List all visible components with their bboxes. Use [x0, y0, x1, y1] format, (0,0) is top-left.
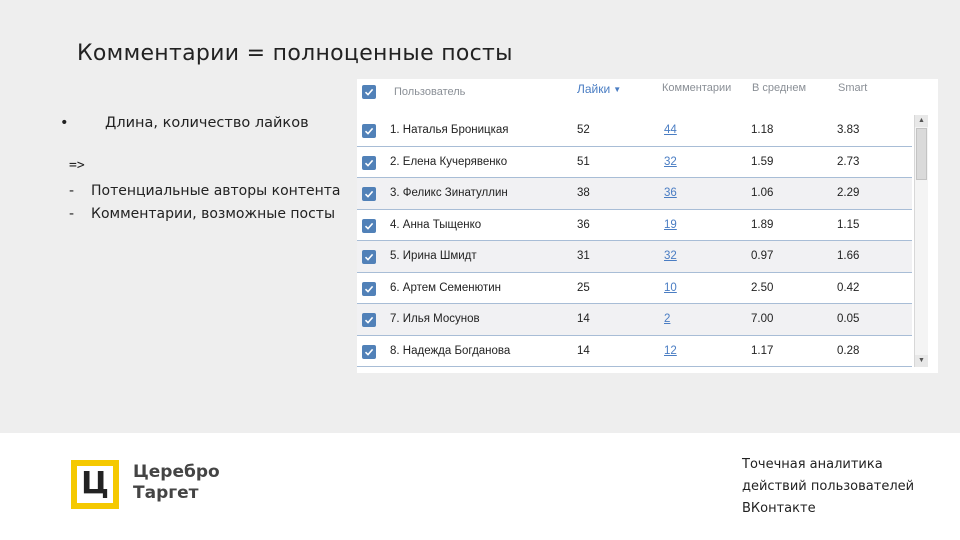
arrow-down-icon[interactable]: ▼ — [915, 355, 928, 367]
avg-value: 1.18 — [751, 124, 774, 136]
table-row — [357, 210, 912, 242]
bullet-dot: • — [60, 115, 69, 131]
likes-count: 52 — [577, 124, 590, 136]
bullet-text: Длина, количество лайков — [105, 115, 309, 131]
checkmark-icon — [364, 158, 374, 168]
arrow-text: => — [69, 158, 85, 173]
likes-count: 51 — [577, 155, 590, 168]
tagline-line-2: действий пользователей — [742, 479, 915, 494]
avg-value: 1.59 — [751, 155, 774, 168]
checkmark-icon — [364, 126, 374, 136]
checkmark-icon — [364, 315, 374, 325]
row-checkbox[interactable] — [362, 250, 376, 264]
checkmark-icon — [364, 189, 374, 199]
dash-item-text: Комментарии, возможные посты — [91, 206, 336, 222]
header-avg[interactable]: В среднем — [752, 82, 807, 94]
checkmark-icon — [364, 284, 374, 294]
likes-count: 38 — [577, 187, 590, 199]
row-checkbox[interactable] — [362, 124, 376, 138]
likes-count: 14 — [577, 344, 590, 357]
arrow-up-icon[interactable]: ▲ — [915, 115, 928, 127]
smart-value: 1.15 — [837, 218, 860, 231]
logo-glyph: Ц — [81, 466, 109, 501]
dash-symbol: - — [69, 183, 75, 199]
table-row — [357, 336, 912, 368]
user-name: 4. Анна Тыщенко — [390, 218, 482, 231]
comments-link[interactable]: 36 — [664, 187, 677, 199]
user-name: 7. Илья Мосунов — [390, 313, 480, 325]
table-row — [357, 115, 912, 147]
header-likes-label: Лайки — [577, 82, 611, 96]
likes-count: 25 — [577, 281, 590, 294]
tagline-line-1: Точечная аналитика — [742, 457, 883, 472]
checkmark-icon — [364, 252, 374, 262]
comments-link[interactable]: 10 — [664, 281, 677, 294]
smart-value: 3.83 — [837, 124, 860, 136]
row-checkbox[interactable] — [362, 345, 376, 359]
comments-link[interactable]: 32 — [664, 155, 677, 168]
logo-line-1: Церебро — [133, 462, 220, 482]
avg-value: 1.17 — [751, 344, 774, 357]
logo-inner — [77, 466, 113, 503]
logo-wordmark — [133, 462, 220, 504]
user-name: 3. Феликс Зинатуллин — [390, 187, 508, 199]
table-header — [357, 79, 938, 117]
user-name: 8. Надежда Богданова — [390, 344, 511, 357]
select-all-checkbox[interactable] — [362, 85, 376, 99]
header-likes[interactable] — [577, 82, 621, 96]
avg-value: 1.06 — [751, 187, 774, 199]
likes-count: 31 — [577, 250, 590, 262]
checkmark-icon — [364, 221, 374, 231]
smart-value: 0.05 — [837, 313, 860, 325]
smart-value: 2.73 — [837, 155, 860, 168]
smart-value: 0.28 — [837, 344, 860, 357]
sort-desc-icon: ▼ — [613, 85, 622, 94]
row-checkbox[interactable] — [362, 156, 376, 170]
avg-value: 0.97 — [751, 250, 774, 262]
comments-link[interactable]: 19 — [664, 218, 677, 231]
checkmark-icon — [364, 347, 374, 357]
avg-value: 1.89 — [751, 218, 774, 231]
table-scrollbar[interactable] — [914, 115, 928, 367]
table-row — [357, 147, 912, 179]
comments-link[interactable]: 12 — [664, 344, 677, 357]
scrollbar-thumb[interactable] — [916, 128, 927, 180]
row-checkbox[interactable] — [362, 282, 376, 296]
table-row — [357, 241, 912, 273]
comments-link[interactable]: 44 — [664, 124, 677, 136]
likes-count: 36 — [577, 218, 590, 231]
table-row — [357, 178, 912, 210]
header-comments[interactable]: Комментарии — [662, 82, 732, 94]
avg-value: 2.50 — [751, 281, 774, 294]
users-table — [357, 79, 938, 373]
smart-value: 1.66 — [837, 250, 860, 262]
slide-title: Комментарии = полноценные посты — [77, 41, 513, 66]
table-body — [357, 115, 912, 367]
likes-count: 14 — [577, 313, 590, 325]
user-name: 5. Ирина Шмидт — [390, 250, 477, 262]
user-name: 2. Елена Кучерявенко — [390, 155, 508, 168]
avg-value: 7.00 — [751, 313, 774, 325]
cerebro-logo-icon — [71, 460, 119, 509]
row-checkbox[interactable] — [362, 219, 376, 233]
comments-link[interactable]: 32 — [664, 250, 677, 262]
user-name: 1. Наталья Броницкая — [390, 124, 509, 136]
table-row — [357, 273, 912, 305]
smart-value: 2.29 — [837, 187, 860, 199]
table-row — [357, 304, 912, 336]
footer-tagline — [742, 454, 914, 520]
dash-item — [69, 183, 340, 199]
smart-value: 0.42 — [837, 281, 860, 294]
checkmark-icon — [364, 87, 374, 97]
header-smart[interactable]: Smart — [838, 82, 868, 94]
tagline-line-3: ВКонтакте — [742, 501, 816, 516]
user-name: 6. Артем Семенютин — [390, 281, 502, 294]
logo-line-2: Таргет — [133, 483, 199, 503]
dash-item — [69, 206, 335, 222]
dash-symbol: - — [69, 206, 75, 222]
comments-link[interactable]: 2 — [664, 313, 671, 325]
row-checkbox[interactable] — [362, 187, 376, 201]
row-checkbox[interactable] — [362, 313, 376, 327]
dash-item-text: Потенциальные авторы контента — [91, 183, 341, 199]
header-user[interactable]: Пользователь — [394, 86, 466, 98]
